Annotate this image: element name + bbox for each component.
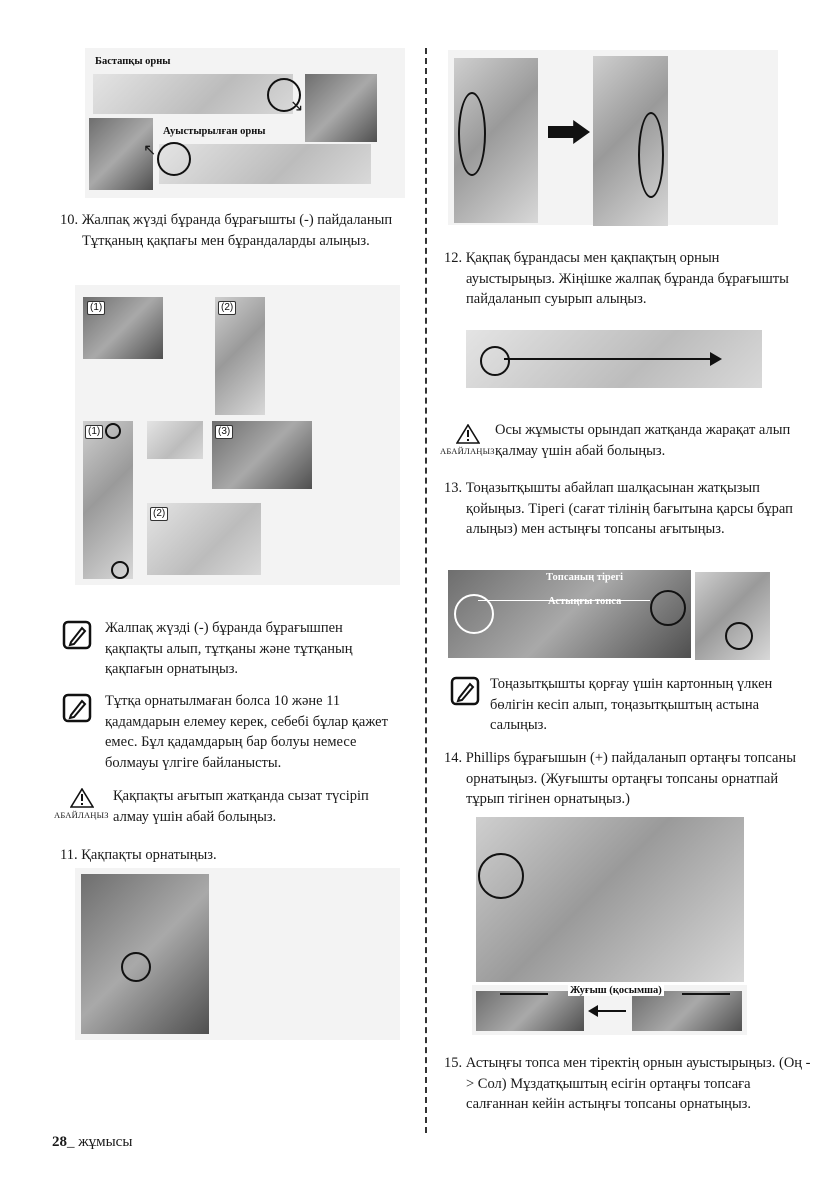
warning-icon [70, 788, 94, 808]
step-14-text: Phillips бұрағышын (+) пайдаланып ортаңғы топсаны орнатыңыз. (Жуғышты ортаңғы топсаны орнатпай тұрып тігінен орнатыңыз.) [465, 750, 796, 807]
step-15 [444, 1053, 811, 1115]
photo-label-b1: (1) [85, 425, 103, 439]
caution-text-right [495, 420, 795, 461]
step-13-number: 13. [444, 480, 463, 496]
screw-circle-bottom [111, 561, 129, 579]
right-hinge-circle [650, 590, 686, 626]
step-10 [60, 210, 402, 251]
cover-slide-circle [480, 346, 510, 376]
handle-photo-b1 [83, 421, 133, 579]
washer-figure [472, 985, 747, 1035]
fridge-after-circle [638, 112, 664, 198]
caution-text: Қақпақты ағытып жатқанда сызат түсіріп алмау үшін абай болыңыз. [113, 788, 369, 825]
washer-label-line-right [682, 993, 730, 995]
step-14 [444, 748, 811, 810]
middle-hinge-photo [476, 817, 744, 982]
step-11-number: 11. [60, 847, 78, 863]
fridge-rotation-figure [448, 50, 778, 225]
step-13 [444, 478, 806, 540]
slide-arrow [504, 358, 714, 360]
note-icon [62, 620, 92, 650]
arrow-head-icon [588, 1005, 598, 1017]
hinge-photo [448, 570, 691, 658]
arrow-right-icon: ↘ [290, 96, 304, 115]
changed-position-label: Ауыстырылған орны [163, 126, 266, 137]
warning-icon [456, 424, 480, 444]
washer-label: Жуғыш (қосымша) [570, 985, 662, 996]
note-2: Тұтқа орнатылмаған болса 10 және 11 қадамдарын елемеу керек, себебі бұлар қажет емес. Бұл қадамдарың бар болуы немесе болмауы үлгіге байланысты. [105, 693, 388, 771]
arrow-head-icon [710, 352, 722, 366]
caution-text-left [113, 786, 388, 827]
original-door-photo [93, 74, 293, 114]
changed-circle-marker [157, 142, 191, 176]
step-12-number: 12. [444, 250, 463, 266]
handle-photo-tool [147, 421, 203, 459]
step-13-text: Тоңазытқышты абайлап шалқасынан жатқызып қойыңыз. Тірегі (сағат тілінің бағытына қарсы бұрап алыңыз) мен астыңғы топсаны ағытыңыз. [465, 480, 793, 537]
note-icon [450, 676, 480, 706]
step-11-text: Қақпақты орнатыңыз. [81, 847, 217, 863]
step-12-text: Қақпақ бұрандасы мен қақпақтың орнын ауыстырыңыз. Жіңішке жалпақ бұранда бұрағышты пайдаланып суырып алыңыз. [465, 250, 789, 307]
arrow-left-icon: ↖ [143, 140, 157, 159]
step-15-number: 15. [444, 1055, 463, 1071]
handle-removal-figure [75, 285, 400, 585]
step-10-text: Жалпақ жүзді бұранда бұрағышты (-) пайдаланып Тұтқаның қақпағы мен бұрандаларды алыңыз. [81, 212, 393, 249]
step-11 [60, 845, 402, 866]
caution-text: Осы жұмысты орындап жатқанда жарақат алып қалмау үшін абай болыңыз. [495, 422, 791, 459]
original-closeup-photo [305, 74, 377, 142]
hinge-support-label: Топсаның тірегі [546, 572, 624, 583]
note-1: Жалпақ жүзді (-) бұранда бұрағышпен қақпақты алып, тұтқаны және тұтқаның қақпағын орнатыңыз. [105, 620, 353, 677]
caution-word: АБАЙЛАҢЫЗ [440, 446, 495, 456]
cover-install-figure [75, 868, 400, 1040]
photo-label-a1: (1) [87, 301, 105, 315]
lower-hinge-label: Астыңғы топса [548, 596, 622, 607]
washer-photo-right [632, 991, 742, 1031]
arrow-right-icon [548, 120, 590, 144]
photo-label-b2: (2) [150, 507, 168, 521]
step-15-text: Астыңғы топса мен тіректің орнын ауыстырыңыз. (Оң -> Сол) Мұздатқыштың есігін ортаңғы топсаға салғаннан кейін астыңғы топсаны орнатыңыз. [465, 1055, 811, 1112]
changed-door-photo [159, 144, 371, 184]
note-icon [62, 693, 92, 723]
section-name: _ жұмысы [67, 1134, 133, 1150]
washer-label-line-left [500, 993, 548, 995]
step-12 [444, 248, 806, 310]
original-position-label: Бастапқы орны [95, 56, 171, 67]
washer-photo-left [476, 991, 584, 1031]
photo-label-a2: (2) [218, 301, 236, 315]
page-footer [52, 1134, 132, 1151]
fridge-before-circle [458, 92, 486, 176]
middle-hinge-circle [478, 853, 524, 899]
cover-slide-photo [466, 330, 762, 388]
note-3: Тоңазытқышты қорғау үшін картонның үлкен бөлігін кесіп алып, тоңазытқыштың астына салыңыз. [490, 676, 773, 733]
step-10-number: 10. [60, 212, 79, 228]
cover-circle-marker [121, 952, 151, 982]
door-position-figure [85, 48, 405, 198]
page-number: 28 [52, 1134, 67, 1150]
hinge-closeup-photo [695, 572, 770, 660]
column-divider [425, 48, 427, 1133]
hinge-closeup-circle [725, 622, 753, 650]
screw-circle-top [105, 423, 121, 439]
caution-word: АБАЙЛАҢЫЗ [54, 810, 109, 820]
step-14-number: 14. [444, 750, 463, 766]
photo-label-b3: (3) [215, 425, 233, 439]
